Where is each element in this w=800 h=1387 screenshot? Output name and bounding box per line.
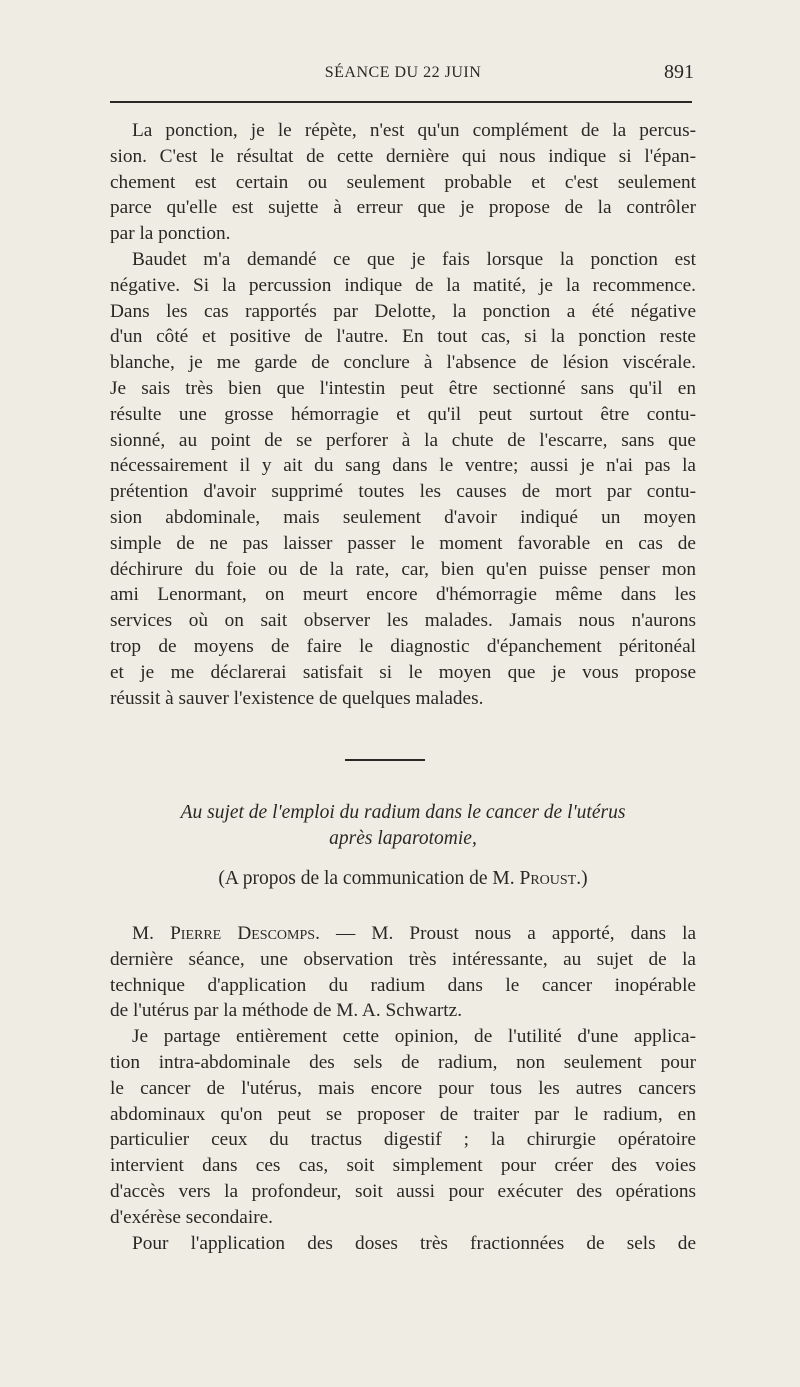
text-line: d'accès vers la profondeur, soit aussi pour exécuter des opérations bbox=[110, 1180, 696, 1202]
text-line: négative. Si la percussion indique de la matité, je la recommence. bbox=[110, 274, 696, 296]
subtitle-suffix: .) bbox=[576, 868, 588, 889]
section-title-line-2: après laparotomie, bbox=[329, 828, 477, 849]
section-subtitle bbox=[110, 868, 696, 890]
text-line: tion intra-abdominale des sels de radium, non seulement pour bbox=[110, 1051, 696, 1073]
text-line: de l'utérus par la méthode de M. A. Schwartz. bbox=[110, 1000, 463, 1022]
text-line: le cancer de l'utérus, mais encore pour tous les autres cancers bbox=[110, 1077, 696, 1099]
text-line: Je sais très bien que l'intestin peut être sectionné sans qu'il en bbox=[110, 377, 696, 399]
text-line: Je partage entièrement cette opinion, de l'utilité d'une applica- bbox=[132, 1026, 696, 1048]
text-line: sionné, au point de se perforer à la chute de l'escarre, sans que bbox=[110, 429, 696, 451]
text-line: particulier ceux du tractus digestif ; la chirurgie opératoire bbox=[110, 1129, 696, 1151]
text-line: intervient dans ces cas, soit simplement pour créer des voies bbox=[110, 1155, 696, 1177]
text-line: par la ponction. bbox=[110, 223, 231, 245]
text-line: prétention d'avoir supprimé toutes les causes de mort par contu- bbox=[110, 481, 696, 503]
text-line: Dans les cas rapportés par Delotte, la ponction a été négative bbox=[110, 300, 696, 322]
section-title-line-1: Au sujet de l'emploi du radium dans le cancer de l'utérus bbox=[180, 802, 626, 823]
text-line: trop de moyens de faire le diagnostic d'épanchement péritonéal bbox=[110, 635, 696, 657]
text-line: Pour l'application des doses très fractionnées de sels de bbox=[132, 1232, 696, 1254]
subtitle-author: Proust bbox=[519, 868, 577, 889]
text-line: résulte une grosse hémorragie et qu'il peut surtout être contu- bbox=[110, 403, 696, 425]
paragraph-block-ponction bbox=[110, 118, 696, 711]
section-title bbox=[110, 800, 696, 852]
text-line: parce qu'elle est sujette à erreur que je propose de la contrôler bbox=[110, 197, 696, 219]
text-line: La ponction, je le répète, n'est qu'un complément de la percus- bbox=[132, 120, 696, 141]
text-line-speaker bbox=[110, 921, 696, 947]
speaker-name: Pierre Descomps bbox=[170, 923, 316, 944]
speaker-line-rest: . — M. Proust nous a apporté, dans la bbox=[315, 923, 697, 944]
text-line: et je me déclarerai satisfait si le moyen que je vous propose bbox=[110, 661, 696, 683]
text-line: réussit à sauver l'existence de quelques malades. bbox=[110, 687, 484, 709]
text-line: technique d'application du radium dans le cancer inopérable bbox=[110, 974, 696, 996]
header-title: SÉANCE DU 22 JUIN bbox=[324, 64, 482, 81]
text-line: nécessairement il y ait du sang dans le ventre; aussi je n'ai pas la bbox=[110, 455, 696, 477]
text-line: simple de ne pas laisser passer le moment favorable en cas de bbox=[110, 532, 696, 554]
speaker-prefix: M. bbox=[132, 923, 171, 944]
text-line: d'un côté et positive de l'autre. En tout cas, si la ponction reste bbox=[110, 326, 696, 348]
text-line: ami Lenormant, on meurt encore d'hémorragie même dans les bbox=[110, 584, 696, 606]
text-line: abdominaux qu'on peut se proposer de traiter par le radium, en bbox=[110, 1103, 696, 1125]
text-line: dernière séance, une observation très intéressante, au sujet de la bbox=[110, 948, 696, 970]
text-line: chement est certain ou seulement probable et c'est seulement bbox=[110, 171, 696, 193]
text-line: sion abdominale, mais seulement d'avoir indiqué un moyen bbox=[110, 506, 696, 528]
text-line: déchirure du foie ou de la rate, car, bien qu'en puisse penser mon bbox=[110, 558, 696, 580]
text-line: sion. C'est le résultat de cette dernière qui nous indique si l'épan- bbox=[110, 145, 696, 167]
page-number: 891 bbox=[664, 61, 694, 83]
text-line: Baudet m'a demandé ce que je fais lorsque la ponction est bbox=[132, 248, 696, 270]
running-header bbox=[110, 60, 696, 90]
header-rule bbox=[110, 101, 692, 103]
section-divider bbox=[345, 759, 425, 761]
paragraph-block-descomps bbox=[110, 921, 696, 1256]
text-line: services où on sait observer les malades. Jamais nous n'aurons bbox=[110, 610, 696, 632]
text-line: blanche, je me garde de conclure à l'absence de lésion viscérale. bbox=[110, 352, 696, 374]
text-line: d'exérèse secondaire. bbox=[110, 1206, 273, 1228]
subtitle-prefix: (A propos de la communication de M. bbox=[218, 868, 520, 889]
